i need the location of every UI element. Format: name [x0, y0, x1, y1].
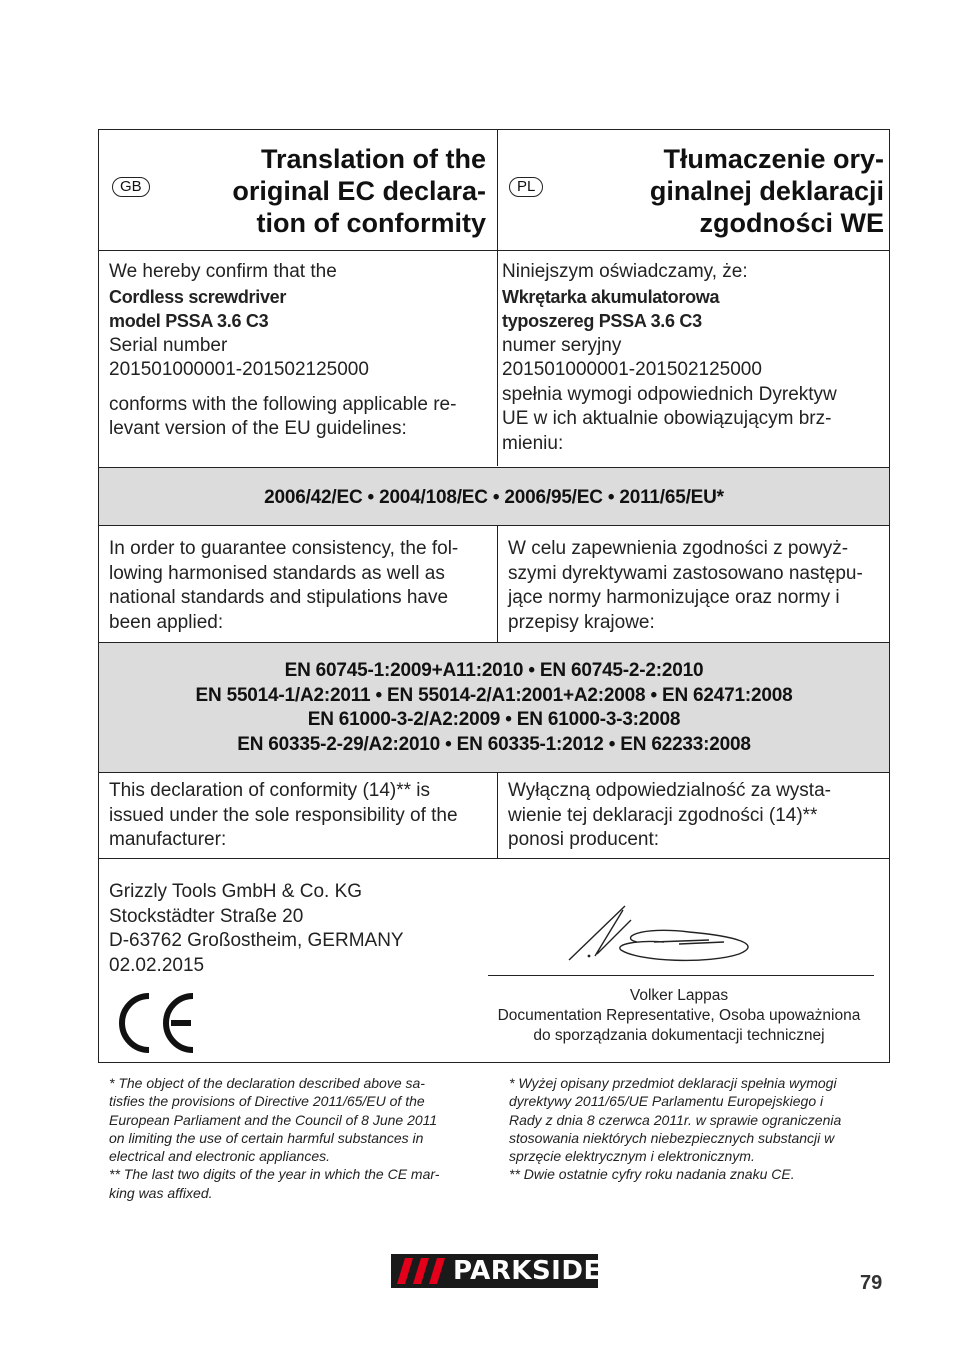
standards-list: EN 60745-1:2009+A11:2010 • EN 60745-2-2:2010 EN 55014-1/A2:2011 • EN 55014-2/A1:2001+A2:2008 • EN 62471:2008 EN 61000-3-2/A2:2009 • EN 61000-3-3:2008 EN 60335-2-29/A2:2010 • EN 60335-1:2012 • EN 62233:2008	[195, 660, 793, 755]
column-divider-bottom	[497, 773, 498, 858]
gb-product-block: We hereby confirm that the Cordless screwdriver model PSSA 3.6 C3 Serial number 201501000001-201502125000 conforms with the following applicable re- levant version of the EU guidelines:	[109, 261, 457, 439]
pl-product-block: Niniejszym oświadczamy, że: Wkrętarka akumulatorowa typoszereg PSSA 3.6 C3 numer seryjny 201501000001-201502125000 spełnia wymogi odpowiednich Dyrektyw UE w ich aktualnie obowiązującym brz- mieniu:	[502, 261, 837, 454]
logo-stripes-icon	[397, 1258, 449, 1284]
gb-language-badge: GB	[112, 177, 150, 197]
directives-list: 2006/42/EC • 2004/108/EC • 2006/95/EC • 2011/65/EU*	[264, 487, 724, 508]
pl-language-badge: PL	[509, 177, 543, 197]
gb-header-title: Translation of the original EC declara- tion of conformity	[232, 144, 486, 238]
gb-footnotes: * The object of the declaration described above sa- tisfies the provisions of Directive 2011/65/EU of the European Parliament and the Council of 8 June 2011 on limiting the use of certain harmful substances in electrical and electronic appliances. ** The last two digits of the year in which the CE mar- king was affixed.	[109, 1075, 440, 1201]
pl-responsibility: Wyłączną odpowiedzialność za wysta- wienie tej deklaracji zgodności (14)** ponosi producent:	[508, 780, 831, 850]
directives-band	[99, 467, 889, 526]
pl-header-title: Tłumaczenie ory- ginalnej deklaracji zgodności WE	[649, 144, 884, 238]
page-number: 79	[860, 1272, 883, 1294]
column-divider-top	[497, 130, 498, 466]
brand-name: PARKSIDE	[453, 1256, 602, 1286]
gb-standards-intro: In order to guarantee consistency, the fol- lowing harmonised standards as well as national standards and stipulations have been applied:	[109, 538, 459, 633]
signatory-name: Volker Lappas	[629, 987, 729, 1004]
signature-icon	[559, 898, 789, 973]
ce-mark-icon	[113, 990, 197, 1056]
manufacturer-address: Grizzly Tools GmbH & Co. KG Stockstädter Straße 20 D-63762 Großostheim, GERMANY 02.02.2015	[109, 881, 404, 976]
signature-line	[488, 975, 874, 976]
column-divider-mid	[497, 526, 498, 642]
gb-responsibility: This declaration of conformity (14)** is issued under the sole responsibility of the manufacturer:	[109, 780, 458, 850]
signatory-role: Documentation Representative, Osoba upoważniona do sporządzania dokumentacji technicznej	[497, 1007, 861, 1044]
pl-standards-intro: W celu zapewnienia zgodności z powyż- szymi dyrektywami zastosowano następu- jące normy harmonizujące oraz normy i przepisy krajowe:	[508, 538, 863, 633]
declaration-frame	[98, 129, 890, 1063]
pl-footnotes: * Wyżej opisany przedmiot deklaracji spełnia wymogi dyrektywy 2011/65/UE Parlamentu Europejskiego i Rady z dnia 8 czerwca 2011r. w sprawie ograniczenia stosowania niektórych niebezpiecznych substancji w sprzęcie elektrycznym i elektronicznym. ** Dwie ostatnie cyfry roku nadania znaku CE.	[509, 1075, 842, 1183]
parkside-logo	[391, 1254, 602, 1288]
divider	[99, 858, 889, 859]
divider	[99, 250, 889, 251]
standards-band	[99, 642, 889, 773]
